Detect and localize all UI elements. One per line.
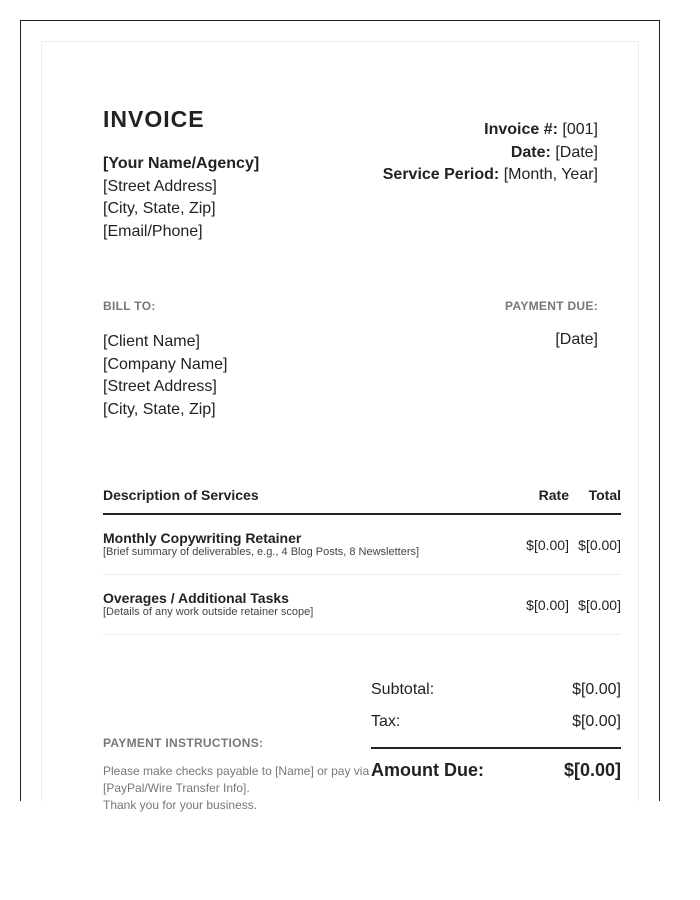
invoice-date-line (383, 142, 598, 165)
table-header (103, 485, 621, 515)
sender-street: [Street Address] (103, 177, 217, 195)
subtotal-label: Subtotal: (371, 681, 435, 698)
invoice-number-label: Invoice #: (484, 121, 558, 138)
amount-due-value: $[0.00] (563, 760, 621, 780)
payment-due-label: PAYMENT DUE: (505, 299, 598, 313)
document-frame (20, 20, 660, 812)
header-description: Description of Services (103, 487, 259, 503)
totals-block (371, 672, 621, 789)
service-period-line (383, 164, 598, 187)
payment-instructions-line: [PayPal/Wire Transfer Info]. (103, 781, 250, 795)
service-rate: $[0.00] (526, 537, 569, 553)
invoice-meta (383, 119, 598, 187)
tax-label: Tax: (371, 713, 401, 730)
payment-instructions-line: Thank you for your business. (103, 798, 258, 812)
service-note: [Details of any work outside retainer scope] (103, 606, 314, 618)
invoice-number-value: [001] (562, 121, 598, 138)
invoice-number-line (383, 119, 598, 142)
service-period-value: [Month, Year] (503, 166, 598, 183)
payment-instructions-text (103, 763, 378, 814)
amount-due-label: Amount Due: (371, 760, 484, 780)
payment-instructions-line: Please make checks payable to [Name] or pay via (103, 764, 370, 778)
table-row (103, 575, 621, 635)
invoice-date-label: Date: (510, 143, 551, 161)
header-total: Total (588, 487, 621, 503)
client-name: [Client Name] (103, 333, 200, 350)
amount-due-line (371, 749, 621, 789)
service-period-label: Service Period: (382, 166, 500, 183)
service-name: Overages / Additional Tasks (103, 590, 289, 606)
table-row (103, 515, 621, 575)
sender-contact: [Email/Phone] (103, 222, 203, 240)
bill-to-label: BILL TO: (103, 299, 156, 313)
bill-to-block (103, 331, 228, 421)
sender-block (103, 153, 259, 243)
service-total: $[0.00] (578, 597, 621, 613)
invoice-sheet (41, 41, 639, 812)
payment-due-date: [Date] (555, 331, 598, 348)
client-city: [City, State, Zip] (103, 400, 216, 418)
subtotal-value: $[0.00] (572, 681, 621, 698)
sender-city: [City, State, Zip] (103, 200, 216, 217)
invoice-title: INVOICE (103, 106, 205, 132)
subtotal-line (371, 672, 621, 704)
invoice-date-value: [Date] (555, 143, 598, 161)
client-street: [Street Address] (103, 378, 217, 395)
tax-line (371, 704, 621, 736)
company-name: [Company Name] (103, 355, 228, 373)
header-rate: Rate (538, 487, 569, 503)
service-rate: $[0.00] (526, 597, 569, 613)
payment-instructions-label: PAYMENT INSTRUCTIONS: (103, 736, 264, 750)
tax-value: $[0.00] (572, 713, 621, 730)
service-note: [Brief summary of deliverables, e.g., 4 Blog Posts, 8 Newsletters] (103, 546, 420, 558)
services-table (103, 485, 621, 635)
service-total: $[0.00] (578, 537, 621, 553)
service-name: Monthly Copywriting Retainer (103, 530, 302, 546)
sender-name: [Your Name/Agency] (103, 155, 260, 172)
